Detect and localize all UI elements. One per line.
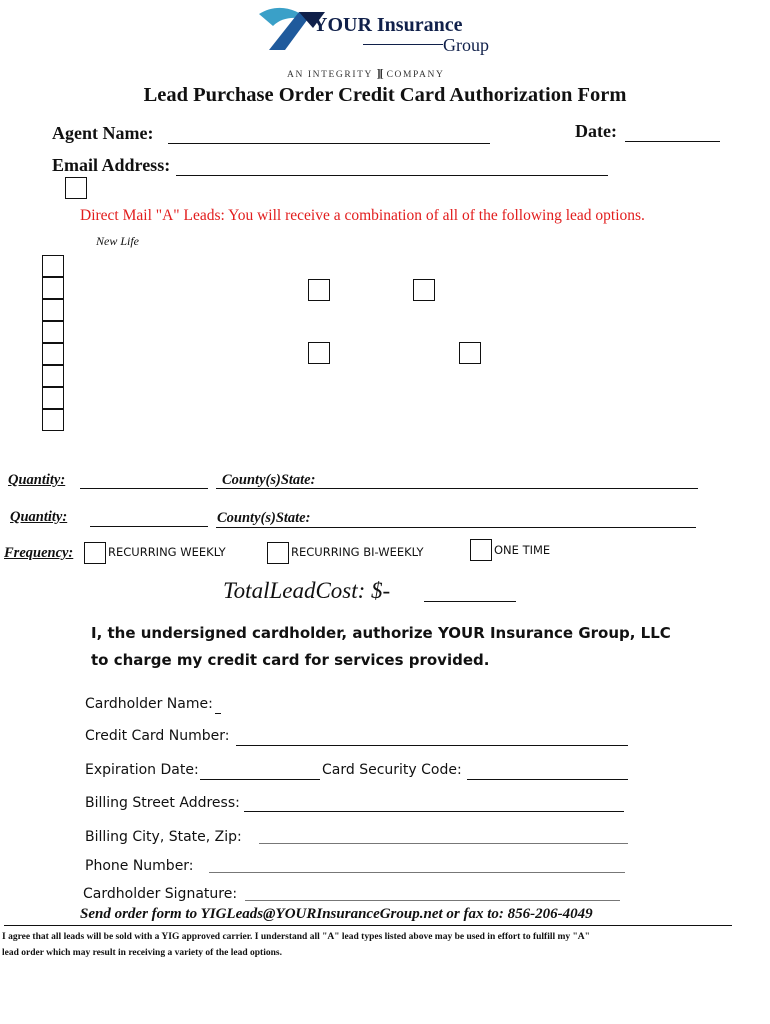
total-lead-cost-label: TotalLeadCost: $-: [223, 578, 391, 603]
company-logo: [255, 4, 530, 80]
quantity-label-2: Quantity:: [10, 509, 68, 525]
date-field[interactable]: [625, 141, 720, 142]
new-life-label: New Life: [96, 234, 140, 248]
date-label: Date:: [575, 121, 617, 141]
lead-option-checkbox[interactable]: [42, 277, 64, 299]
direct-mail-checkbox[interactable]: [65, 177, 87, 199]
freq-biweekly-label: RECURRING BI-WEEKLY: [291, 545, 424, 559]
freq-one-time-label: ONE TIME: [494, 543, 551, 557]
agent-name-label: Agent Name:: [52, 123, 154, 143]
county-state-label-2: County(s)State:: [217, 510, 311, 526]
county-state-field-1[interactable]: [216, 488, 698, 489]
billing-city-label: Billing City, State, Zip:: [85, 829, 242, 845]
county-state-field-2[interactable]: [216, 527, 696, 528]
logo-tagline: AN INTEGRITY: [287, 70, 373, 80]
phone-number-label: Phone Number:: [85, 858, 194, 874]
credit-card-number-label: Credit Card Number:: [85, 728, 230, 744]
cardholder-name-label: Cardholder Name:: [85, 696, 213, 712]
billing-street-label: Billing Street Address:: [85, 795, 240, 811]
quantity-label-1: Quantity:: [8, 472, 66, 488]
expiration-date-label: Expiration Date:: [85, 762, 199, 778]
logo-tagline-end: COMPANY: [386, 70, 445, 80]
lead-option-checkbox[interactable]: [42, 255, 64, 277]
billing-city-field[interactable]: [259, 843, 628, 844]
logo-tagline-mark: ][: [376, 66, 383, 80]
authorize-line-2: to charge my credit card for services provided.: [91, 651, 490, 669]
agreement-line-2: lead order which may result in receiving a variety of the lead options.: [2, 948, 282, 958]
lead-option-checkbox[interactable]: [308, 279, 330, 301]
authorize-line-1: I, the undersigned cardholder, authorize YOUR Insurance Group, LLC: [91, 624, 671, 642]
county-state-label-1: County(s)State:: [222, 472, 316, 488]
logo-group: Group: [443, 35, 489, 55]
security-code-label: Card Security Code:: [322, 762, 462, 778]
freq-one-time-checkbox[interactable]: [470, 539, 492, 561]
total-lead-cost-field[interactable]: [424, 601, 516, 602]
email-label: Email Address:: [52, 155, 171, 175]
cardholder-signature-field[interactable]: [245, 900, 620, 901]
cardholder-signature-label: Cardholder Signature:: [83, 886, 238, 902]
expiration-date-field[interactable]: [200, 779, 320, 780]
lead-option-checkbox[interactable]: [42, 321, 64, 343]
lead-option-checkbox[interactable]: [308, 342, 330, 364]
lead-option-checkbox[interactable]: [459, 342, 481, 364]
lead-option-checkbox[interactable]: [42, 343, 64, 365]
send-order-instructions: Send order form to YIGLeads@YOURInsuranceGroup.net or fax to: 856-206-4049: [80, 906, 593, 922]
quantity-field-2[interactable]: [90, 526, 208, 527]
cardholder-name-field[interactable]: [215, 713, 221, 714]
agent-name-field[interactable]: [168, 143, 490, 144]
quantity-field-1[interactable]: [80, 488, 208, 489]
send-order-underline: [4, 925, 732, 926]
freq-weekly-checkbox[interactable]: [84, 542, 106, 564]
form-title: Lead Purchase Order Credit Card Authorization Form: [143, 84, 627, 106]
agreement-line-1: I agree that all leads will be sold with a YIG approved carrier. I understand all "A" lead types listed above may be used in effort to fulfill my "A": [2, 932, 590, 942]
lead-option-checkbox[interactable]: [42, 365, 64, 387]
lead-option-checkbox[interactable]: [42, 387, 64, 409]
email-field[interactable]: [176, 175, 608, 176]
lead-option-checkbox[interactable]: [413, 279, 435, 301]
freq-biweekly-checkbox[interactable]: [267, 542, 289, 564]
lead-option-checkbox[interactable]: [42, 299, 64, 321]
phone-number-field[interactable]: [209, 872, 625, 873]
logo-name: YOUR Insurance: [313, 14, 463, 36]
billing-street-field[interactable]: [244, 811, 624, 812]
freq-weekly-label: RECURRING WEEKLY: [108, 545, 226, 559]
frequency-label: Frequency:: [4, 545, 74, 561]
direct-mail-note: Direct Mail "A" Leads: You will receive a combination of all of the following lead options.: [80, 207, 645, 224]
credit-card-number-field[interactable]: [236, 745, 628, 746]
lead-option-checkbox[interactable]: [42, 409, 64, 431]
security-code-field[interactable]: [467, 779, 628, 780]
